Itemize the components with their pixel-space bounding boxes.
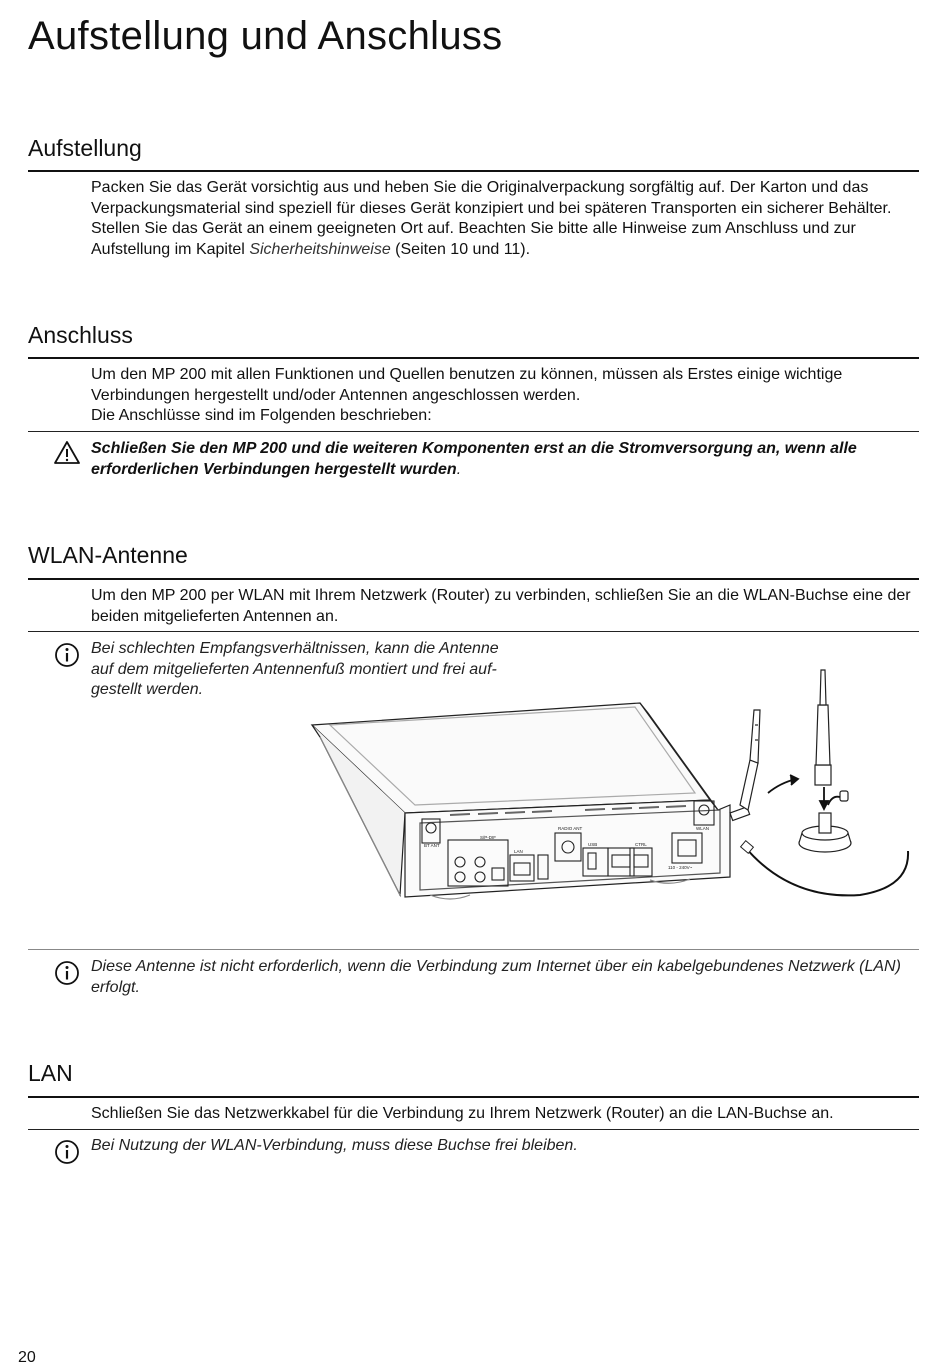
wlan-note-1: Bei schlechten Empfangsverhältnissen, kann die Antenne auf dem mitgelieferten Antennenfuß montiert und frei auf- gestellt werden. (91, 640, 499, 698)
anschluss-paragraph-1: Um den MP 200 mit allen Funktionen und Quellen benutzen zu können, müssen als Erstes einige wichtige Verbindungen hergestellt und/oder Antennen angeschlossen werden. (91, 366, 843, 404)
warning-icon (54, 440, 80, 466)
page-title: Aufstellung und Anschluss (28, 14, 503, 58)
label-bt-ant: BT ANT (424, 843, 440, 848)
lan-note: Bei Nutzung der WLAN-Verbindung, muss diese Buchse frei bleiben. (91, 1137, 578, 1154)
section-title-anschluss: Anschluss (28, 322, 133, 348)
wlan-note-2: Diese Antenne ist nicht erforderlich, wenn die Verbindung zum Internet über ein kabelgebundenes Netzwerk (LAN) erfolgt. (91, 958, 901, 996)
info-icon (54, 642, 80, 668)
note-divider (28, 631, 919, 632)
lan-paragraph: Schließen Sie das Netzwerkkabel für die Verbindung zu Ihrem Netzwerk (Router) an die LAN-Buchse an. (91, 1105, 834, 1122)
device-illustration (300, 665, 920, 915)
page-number: 20 (18, 1349, 36, 1366)
section-divider (28, 357, 919, 359)
aufstellung-paragraph: Packen Sie das Gerät vorsichtig aus und heben Sie die Originalverpackung sorgfältig auf. Der Karton und das Verpackungsmaterial sind speziell für dieses Gerät konzipiert und bei späteren Transporten ein sicherer Behälter. Stellen Sie das Gerät an einem geeigneten Ort auf. Beachten Sie bitte alle Hinweise zum Anschluss und zur Aufstellung im Kapitel Sicherheitshinweise (Seiten 10 und 11). (91, 179, 892, 258)
note-divider (28, 949, 919, 950)
label-spdif: S/P-DIF (480, 835, 497, 840)
label-usb: USB (588, 842, 598, 847)
wlan-paragraph: Um den MP 200 per WLAN mit Ihrem Netzwerk (Router) zu verbinden, schließen Sie an die WLAN-Buchse eine der beiden mitgelieferten Antennen an. (91, 587, 911, 625)
section-divider (28, 1096, 919, 1098)
info-icon (54, 960, 80, 986)
warning-text: Schließen Sie den MP 200 und die weiteren Komponenten erst an die Stromversorgung an, wenn alle erforderlichen Verbindungen hergestellt wurden. (91, 440, 857, 478)
label-radio-ant: RADIO ANT (558, 826, 583, 831)
label-voltage: 110 - 240V~ (668, 865, 693, 870)
label-wlan: WLAN (696, 826, 710, 831)
anschluss-paragraph-2: Die Anschlüsse sind im Folgenden beschrieben: (91, 407, 432, 424)
section-divider (28, 170, 919, 172)
section-title-wlan: WLAN-Antenne (28, 542, 188, 568)
cross-reference-link: Sicherheitshinweise (249, 240, 391, 258)
section-title-aufstellung: Aufstellung (28, 135, 142, 161)
info-icon (54, 1139, 80, 1165)
label-ctrl: CTRL (635, 842, 647, 847)
section-divider (28, 578, 919, 580)
antenna-base-icon (799, 670, 851, 852)
section-title-lan: LAN (28, 1060, 73, 1086)
antenna-icon (730, 710, 760, 821)
label-lan: LAN (514, 849, 523, 854)
note-divider (28, 1129, 919, 1130)
warning-divider (28, 431, 919, 432)
